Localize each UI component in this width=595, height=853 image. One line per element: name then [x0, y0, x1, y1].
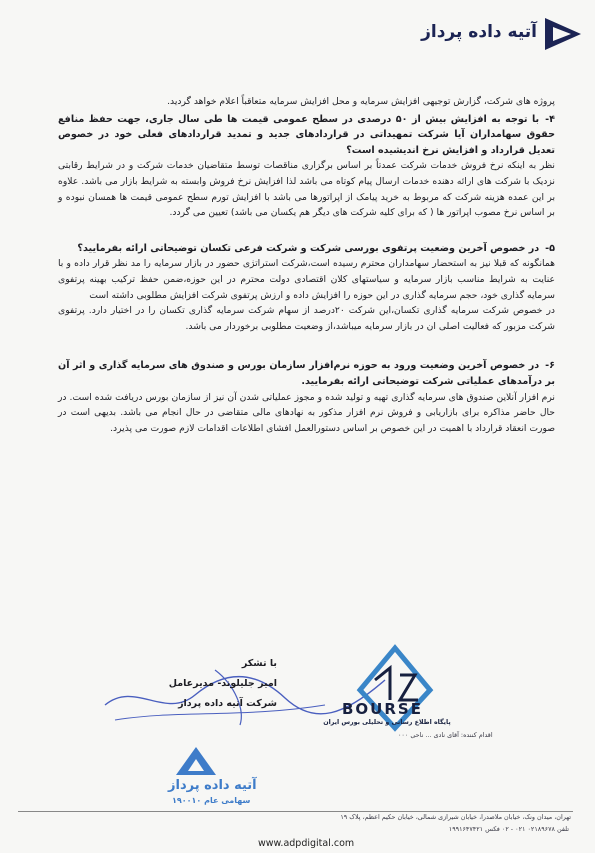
spacer: [58, 334, 555, 356]
company-logo-text: آتیه داده پرداز: [421, 22, 537, 42]
footer-phones: تلفن ۰۲۱۸۹۶۷۸ ۰۲۱ - ۰۲ فکس ۱۹۹۱۶۴۷۴۲۱: [448, 825, 569, 833]
question-6-number: ۶-: [545, 360, 555, 372]
question-4-text: با توجه به افزایش بیش از ۵۰ درصدی در سطح عمومی قیمت ها طی سال جاری، جهت حفظ منافع حقوق سهامداران آیا شرکت تمهیداتی در قراردادهای جدید و تمدید قراردادهای فعلی خود در خصوص تعدیل قرارداد و افزایش نرخ اندیشیده است؟: [58, 113, 555, 156]
signatory-company: شرکت آتیه داده پرداز: [178, 698, 277, 709]
company-stamp-subtitle: سهامی عام ۱۹۰۰۱۰: [172, 796, 251, 805]
company-logo-icon: [541, 14, 585, 54]
footer-divider: [18, 811, 573, 812]
question-6: [58, 358, 555, 389]
signatory-name: امیر جلیلوند- مدیرعامل: [168, 678, 277, 689]
company-stamp-name: آتیه داده پرداز: [168, 778, 257, 793]
answer-6: نرم افزار آنلاین صندوق های سرمایه گذاری تهیه و تولید شده و مجوز عملیاتی شدن آن نیز از سازمان بورس دریافت شده است. در حال حاضر مذاکره برای بازاریابی و فروش نرم افزار مذکور به نهادهای مالی متقاضی در حال انجام می باشد. بدیهی است در صورت انعقاد قرارداد با اهمیت در این خصوص بر اساس دستورالعمل افشای اطلاعات اقدامات لازم صورت می پذیرد.: [58, 391, 555, 434]
signature-block: [169, 654, 277, 714]
footer-address: تهران، میدان ونک، خیابان ملاصدرا، خیابان شیرازی شمالی، خیابان حکیم اعظم، پلاک ۱۹: [340, 813, 571, 821]
spacer: [58, 221, 555, 239]
question-5-number: ۵-: [545, 242, 555, 254]
answer-4: نظر به اینکه نرخ فروش خدمات شرکت عمدتاً بر اساس برگزاری مناقصات توسط متقاضیان خدمات شرکت و در شرایط رقابتی نزدیک با شرکت های ارائه دهنده خدمات ارسال پیام کوتاه می باشد لذا افزایش نرخ فروش وابسته به شرایط بازار می باشد. علاوه بر این عمده هزینه شرکت که مربوط به خرید پیامک از اپراتورها می باشد با افزایش تورم سطح عمومی قیمت ها همسان نبوده و بر اساس نرخ مصوب اپراتور ها ( که برای کلیه شرکت های دیگر هم یکسان می باشد) تعیین می گردد.: [58, 160, 555, 219]
paragraph-intro: پروژه های شرکت، گزارش توجیهی افزایش سرمایه و محل افزایش سرمایه متعاقباً اعلام خواهد گردید.: [167, 96, 555, 107]
thanks-text: با تشکر: [241, 658, 277, 669]
answer-5-part1: همانگونه که قبلا نیز به استحضار سهامداران محترم رسیده است،شرکت استراتژی حضور در بازار سرمایه را مد نظر قرار داده و با عنایت به شرایط مناسب بازار سرمایه و سیاستهای کلان اقتصادی دولت محترم در این حوزه،ضمن حفظ ترکیب بهینه پرتفوی سرمایه گذاری خود، حجم سرمایه گذاری در این حوزه را افزایش داده و ارزش پرتفوی شرکت افزایش مطلوبی داشته است: [58, 258, 555, 301]
answer-5-part2: در خصوص شرکت سرمایه گذاری تکسان،این شرکت ۲۰درصد از سهام شرکت سرمایه گذاری تکسان را در اختیار دارد. پرتفوی شرکت مزبور که فعالیت اصلی ان در بازار سرمایه میباشد،از وضعیت مطلوبی برخوردار می باشد.: [58, 305, 555, 332]
bourse-subtitle: پایگاه اطلاع رسانی و تحلیلی بورس ایران: [323, 719, 451, 726]
question-5-text: در خصوص آخرین وضعیت پرتفوی بورسی شرکت و شرکت فرعی تکسان توضیحاتی ارائه بفرمایید؟: [77, 242, 540, 254]
question-4: [58, 112, 555, 159]
receipt-note: اقدام کننده: آقای نادی ... ناحی ۰۰۰: [398, 731, 493, 739]
footer-website[interactable]: www.adpdigital.com: [258, 838, 355, 849]
question-6-text: در خصوص آخرین وضعیت ورود به حوزه نرم‌افزار سازمان بورس و صندوق های سرمایه گذاری و اثر آن بر درآمدهای عملیاتی شرکت توضیحاتی ارائه بفرمایید.: [58, 360, 555, 387]
company-stamp-icon: [168, 745, 224, 777]
letter-body: [58, 94, 555, 436]
bourse-name: BOURSE: [342, 700, 423, 718]
question-5: [58, 241, 555, 257]
question-4-number: ۴-: [545, 113, 555, 125]
